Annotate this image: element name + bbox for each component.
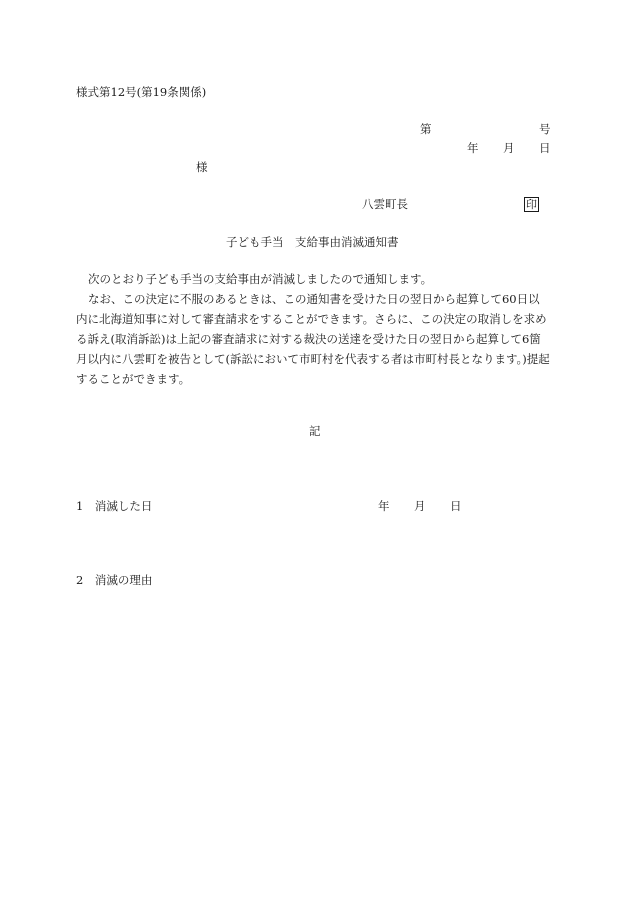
body-paragraph-1: 次のとおり子ども手当の支給事由が消滅しましたので通知します。 <box>88 272 433 286</box>
reference-go: 号 <box>539 122 551 136</box>
item-1-year: 年 <box>378 499 390 513</box>
document-title: 子ども手当 支給事由消滅通知書 <box>226 235 399 249</box>
item-2-label: 2 消滅の理由 <box>76 573 153 587</box>
body-paragraph-2: なお、この決定に不服のあるときは、この通知書を受けた日の翌日から起算して60日以内に北海道知事に対して審査請求をすることができます。さらに、この決定の取消しを求める訴え(取消訴訟)は上記の審査請求に対する裁決の送達を受けた日の翌日から起算して6箇月以内に八雲町を被告として(訴訟において市町村を代表する者は市町村長となります。)提起することができます。 <box>76 292 550 386</box>
form-number: 様式第12号(第19条関係) <box>76 85 207 99</box>
ki-marker: 記 <box>309 424 321 438</box>
date-month: 月 <box>503 141 515 155</box>
sender: 八雲町長 <box>362 197 408 211</box>
reference-dai: 第 <box>420 122 432 136</box>
item-1-month: 月 <box>414 499 426 513</box>
date-day: 日 <box>539 141 551 155</box>
addressee-suffix: 様 <box>196 160 208 174</box>
item-1-label: 1 消滅した日 <box>76 499 153 513</box>
item-1-day: 日 <box>450 499 462 513</box>
seal-mark: 印 <box>526 198 537 211</box>
date-year: 年 <box>467 141 479 155</box>
